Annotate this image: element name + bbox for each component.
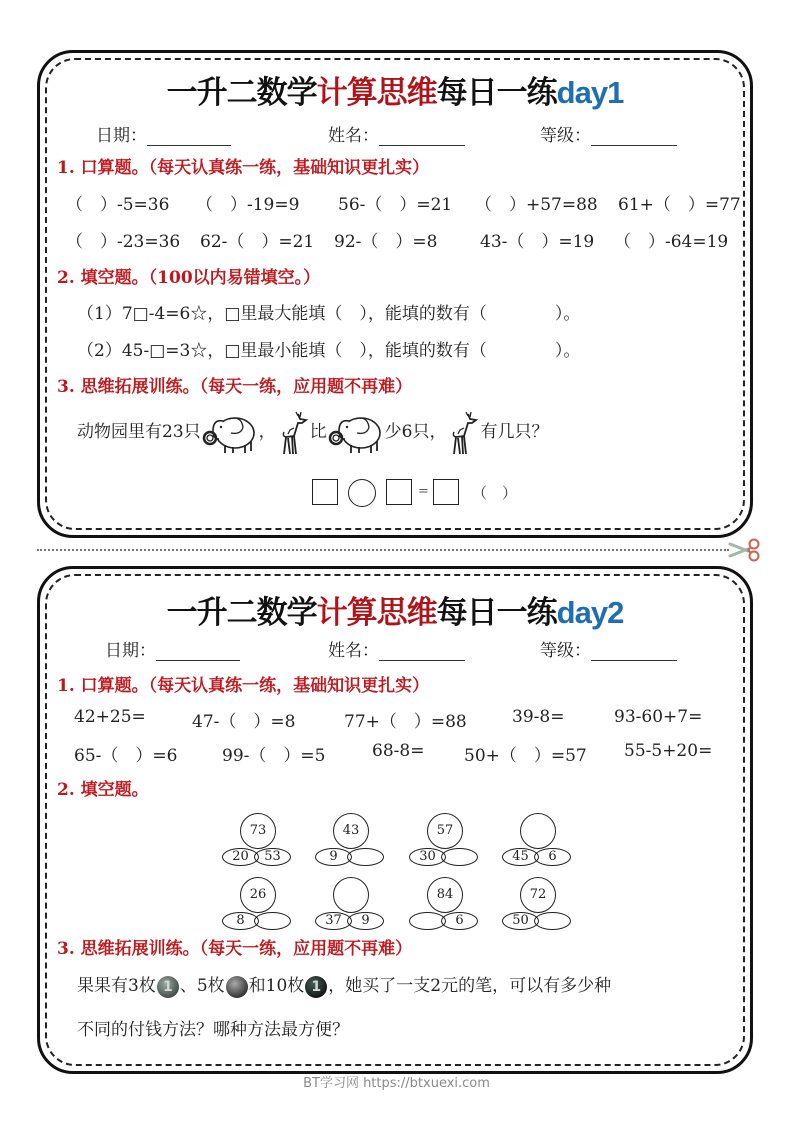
name-field[interactable] xyxy=(328,121,465,146)
5-jiao-coin-icon xyxy=(226,976,248,998)
name-label: 姓名： xyxy=(328,126,379,146)
operator-circle[interactable] xyxy=(348,479,376,507)
day-label: day2 xyxy=(556,595,624,630)
footer-watermark: BT学习网 https://btxuexi.com xyxy=(303,1076,490,1091)
number-split-diagram xyxy=(409,813,483,869)
problem: 42+25= xyxy=(74,707,146,727)
worksheet-title xyxy=(40,587,750,632)
part-oval-left[interactable]: 37 xyxy=(315,912,352,930)
problem: 93-60+7= xyxy=(614,707,703,727)
name-field[interactable] xyxy=(328,636,465,661)
1-yuan-coin-icon: 1 xyxy=(157,976,179,998)
word-problem xyxy=(77,407,548,457)
problem-row-2 xyxy=(40,227,750,251)
part-oval-left[interactable]: 20 xyxy=(222,848,259,866)
grade-label: 等级： xyxy=(540,126,591,146)
answer-equation xyxy=(40,479,750,509)
section-heading-oral: 1. 口算题。（每天认真练一练，基础知识更扎实） xyxy=(57,158,430,178)
date-field[interactable] xyxy=(105,636,240,661)
name-blank[interactable] xyxy=(379,128,465,146)
cut-line xyxy=(37,549,729,551)
number-split-diagram xyxy=(222,877,296,933)
title-part1: 一升二数学 xyxy=(166,595,317,631)
whole-circle[interactable]: 72 xyxy=(520,877,556,913)
problem: 39-8= xyxy=(512,707,565,727)
fill-question-2: （2）45-□=3☆，□里最小能填（ ），能填的数有（ ）。 xyxy=(77,341,581,361)
grade-blank[interactable] xyxy=(591,128,677,146)
problem: 47-（ ）=8 xyxy=(192,712,296,732)
deer-icon xyxy=(276,410,310,456)
word-problem-line-1 xyxy=(77,972,611,1000)
section-heading-thinking: 3. 思维拓展训练。（每天一练，应用题不再难） xyxy=(57,377,413,397)
part-oval-left[interactable]: 30 xyxy=(409,848,446,866)
fill-question-1: （1）7□-4=6☆，□里最大能填（ ），能填的数有（ ）。 xyxy=(77,304,581,324)
whole-circle[interactable]: 84 xyxy=(427,877,463,913)
problem-text: 和10枚 xyxy=(248,976,305,996)
answer-box[interactable] xyxy=(433,479,459,505)
problem-row-1 xyxy=(40,190,750,214)
equals-sign: = xyxy=(418,484,429,499)
section-heading-fill: 2. 填空题。 xyxy=(57,780,149,800)
problem: 43-（ ）=19 xyxy=(480,232,595,252)
grade-label: 等级： xyxy=(540,641,591,661)
problem: 56-（ ）=21 xyxy=(338,195,453,215)
number-split-diagram xyxy=(409,877,483,933)
name-blank[interactable] xyxy=(379,643,465,661)
problem: （ ）+57=88 xyxy=(475,195,598,215)
problem-text: 比 xyxy=(309,422,327,442)
problem-text: ，她买了一支2元的笔，可以有多少种 xyxy=(328,976,612,996)
answer-box[interactable] xyxy=(386,479,412,505)
part-oval-right[interactable] xyxy=(534,912,571,930)
date-label: 日期： xyxy=(105,641,156,661)
problem: 92-（ ）=8 xyxy=(334,232,438,252)
elephant-icon xyxy=(327,411,385,455)
unit-blank[interactable]: （ ） xyxy=(472,484,518,502)
problem: 77+（ ）=88 xyxy=(344,712,467,732)
part-oval-right[interactable] xyxy=(254,912,291,930)
answer-box[interactable] xyxy=(312,479,338,505)
date-field[interactable] xyxy=(96,121,231,146)
number-split-diagram xyxy=(315,813,389,869)
title-part3: 每日一练 xyxy=(436,595,557,631)
problem: 61+（ ）=77 xyxy=(618,195,741,215)
problem: （ ）-19=9 xyxy=(196,195,300,215)
part-oval-right[interactable]: 6 xyxy=(441,912,478,930)
deer-icon xyxy=(446,410,480,456)
problem-text: 果果有3枚 xyxy=(77,976,156,996)
whole-circle[interactable]: 26 xyxy=(240,877,276,913)
1-jiao-coin-icon: 1 xyxy=(305,976,327,998)
day-label: day1 xyxy=(556,75,624,110)
problem: 62-（ ）=21 xyxy=(200,232,315,252)
problem: （ ）-5=36 xyxy=(66,195,170,215)
problem: 65-（ ）=6 xyxy=(74,746,178,766)
date-blank[interactable] xyxy=(147,128,231,146)
title-highlight: 计算思维 xyxy=(316,595,437,631)
grade-field[interactable] xyxy=(540,636,677,661)
part-oval-left[interactable]: 8 xyxy=(222,912,259,930)
title-part1: 一升二数学 xyxy=(166,75,317,111)
whole-circle[interactable]: 73 xyxy=(240,813,276,849)
problem: 55-5+20= xyxy=(624,741,713,761)
part-oval-left[interactable]: 9 xyxy=(315,848,352,866)
section-heading-oral: 1. 口算题。（每天认真练一练，基础知识更扎实） xyxy=(57,676,430,696)
title-highlight: 计算思维 xyxy=(316,75,437,111)
title-part3: 每日一练 xyxy=(436,75,557,111)
problem-row-2 xyxy=(40,741,750,765)
part-oval-right[interactable]: 53 xyxy=(254,848,291,866)
grade-blank[interactable] xyxy=(591,643,677,661)
problem-text: 、5枚 xyxy=(179,976,225,996)
number-split-diagram xyxy=(502,813,576,869)
problem: 99-（ ）=5 xyxy=(222,746,326,766)
name-label: 姓名： xyxy=(328,641,379,661)
elephant-icon xyxy=(201,411,259,455)
date-blank[interactable] xyxy=(156,643,240,661)
problem-text: 有几只？ xyxy=(480,422,549,442)
whole-circle[interactable]: 57 xyxy=(427,813,463,849)
problem-text: 动物园里有23只 xyxy=(77,422,201,442)
part-oval-left[interactable]: 50 xyxy=(502,912,539,930)
number-split-diagram xyxy=(222,813,296,869)
part-oval-right[interactable] xyxy=(441,848,478,866)
part-oval-right[interactable]: 9 xyxy=(347,912,384,930)
scissors-icon xyxy=(728,538,764,562)
part-oval-right[interactable] xyxy=(347,848,384,866)
word-problem-line-2: 不同的付钱方法？哪种方法最方便？ xyxy=(77,1020,349,1040)
number-split-diagram xyxy=(315,877,389,933)
problem-text: ， xyxy=(258,422,276,442)
worksheet-title xyxy=(40,67,750,112)
date-label: 日期： xyxy=(96,126,147,146)
problem: 68-8= xyxy=(372,741,425,761)
problem-text: 少6只， xyxy=(384,422,447,442)
part-oval-left[interactable]: 45 xyxy=(502,848,539,866)
problem: （ ）-64=19 xyxy=(614,232,729,252)
problem-row-1 xyxy=(40,707,750,731)
problem: 50+（ ）=57 xyxy=(464,746,587,766)
worksheet-day1 xyxy=(37,50,753,538)
whole-circle[interactable] xyxy=(520,813,556,849)
part-oval-right[interactable]: 6 xyxy=(534,848,571,866)
worksheet-day2 xyxy=(37,566,753,1074)
grade-field[interactable] xyxy=(540,121,677,146)
section-heading-thinking: 3. 思维拓展训练。（每天一练，应用题不再难） xyxy=(57,939,413,959)
whole-circle[interactable]: 43 xyxy=(333,813,369,849)
number-split-diagram xyxy=(502,877,576,933)
section-heading-fill: 2. 填空题。（100以内易错填空。） xyxy=(57,268,321,288)
whole-circle[interactable] xyxy=(333,877,369,913)
problem: （ ）-23=36 xyxy=(66,232,181,252)
